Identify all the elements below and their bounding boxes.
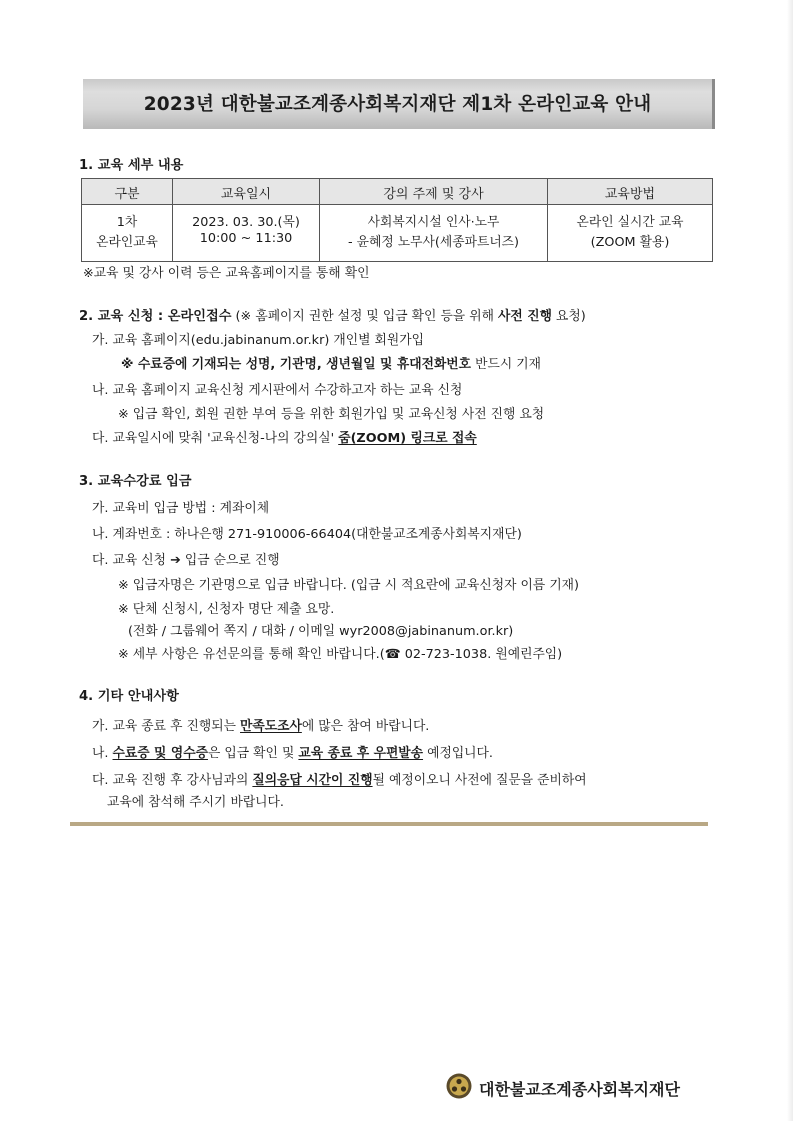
mailing-emphasis: 교육 종료 후 우편발송 — [298, 746, 424, 761]
section2-item-c-text: 다. 교육일시에 맞춰 '교육신청-나의 강의실' — [92, 431, 339, 446]
section3-heading: 3. 교육수강료 입금 — [79, 474, 192, 489]
section4-item-c — [92, 769, 587, 788]
survey-emphasis: 만족도조사 — [240, 719, 302, 734]
section3-note-2: ※ 단체 신청시, 신청자 명단 제출 요망. — [118, 602, 335, 617]
section4-item-a-text-1: 가. 교육 종료 후 진행되는 — [92, 719, 241, 734]
footer-org-name: 대한불교조계종사회복지재단 — [479, 1080, 680, 1099]
section4-item-c-text-1: 다. 교육 진행 후 강사님과의 — [92, 773, 253, 788]
title-banner — [83, 79, 715, 129]
header-cell-method: 교육방법 — [604, 187, 656, 202]
section3-item-a: 가. 교육비 입금 방법 : 계좌이체 — [92, 501, 270, 516]
section3-item-c-text-a: 다. 교육 신청 — [92, 553, 171, 568]
section3-note-3: (전화 / 그룹웨어 쪽지 / 대화 / 이메일 wyr2008@jabinanum.or.kr) — [128, 624, 514, 639]
section2-heading-note-c: 요청) — [551, 309, 586, 324]
course-details-table — [81, 178, 713, 262]
section2-heading-note-a: (※ 홈페이지 권한 설정 및 입금 확인 등을 위해 — [231, 309, 499, 324]
page-title: 2023년 대한불교조계종사회복지재단 제1차 온라인교육 안내 — [143, 94, 652, 115]
section4-item-a-text-3: 에 많은 참여 바랍니다. — [301, 719, 430, 734]
section4-item-b-text-3: 은 입금 확인 및 — [207, 746, 299, 761]
section4-item-b — [92, 742, 493, 761]
section2-heading — [79, 305, 586, 324]
cell-datetime: 2023. 03. 30.(목) 10:00 ~ 11:30 — [173, 204, 320, 261]
cell-method: 온라인 실시간 교육 (ZOOM 활용) — [576, 215, 684, 250]
table-header-row — [82, 179, 712, 205]
section2-item-a: 가. 교육 홈페이지(edu.jabinanum.or.kr) 개인별 회원가입 — [92, 333, 425, 348]
arrow-right-icon: ➔ — [170, 553, 181, 568]
section4-item-c-text-3: 될 예정이오니 사전에 질문을 준비하여 — [372, 773, 587, 788]
section4-item-a — [92, 715, 429, 734]
section2-item-a-note-rest: 반드시 기재 — [471, 357, 541, 372]
section4-heading: 4. 기타 안내사항 — [79, 689, 179, 704]
section1-note: ※교육 및 강사 이력 등은 교육홈페이지를 통해 확인 — [83, 266, 370, 281]
certificate-emphasis: 수료증 및 영수증 — [112, 746, 208, 761]
section3-item-b: 나. 계좌번호 : 하나은행 271-910006-66404(대한불교조계종사회복지재단) — [92, 527, 522, 542]
section3-item-c — [92, 549, 280, 568]
section2-item-c-zoom-link: 줌(ZOOM) 링크로 접속 — [338, 431, 477, 446]
section2-item-a-note — [121, 353, 541, 372]
section2-item-c — [92, 427, 477, 446]
section1-heading: 1. 교육 세부 내용 — [79, 158, 184, 173]
cell-topic: 사회복지시설 인사·노무 - 윤혜정 노무사(세종파트너즈) — [320, 204, 548, 261]
section2-heading-title: 2. 교육 신청 : 온라인접수 — [79, 309, 232, 324]
section2-item-b: 나. 교육 홈페이지 교육신청 게시판에서 수강하고자 하는 교육 신청 — [92, 383, 463, 398]
qa-emphasis: 질의응답 시간이 진행 — [252, 773, 373, 788]
section4-item-c-line2: 교육에 참석해 주시기 바랍니다. — [107, 795, 284, 810]
section4-item-b-text-5: 예정입니다. — [423, 746, 493, 761]
section2-item-a-note-bold: ※ 수료증에 기재되는 성명, 기관명, 생년월일 및 휴대전화번호 — [121, 357, 472, 372]
footer-divider — [70, 822, 708, 826]
section2-item-b-note: ※ 입금 확인, 회원 권한 부여 등을 위한 회원가입 및 교육신청 사전 진행 요청 — [118, 407, 545, 422]
table-row — [82, 204, 712, 261]
page-edge-shadow — [787, 0, 793, 1121]
section4-item-b-text-1: 나. — [92, 746, 113, 761]
header-cell-category: 구분 — [82, 179, 173, 204]
section2-heading-note-bold: 사전 진행 — [498, 309, 552, 324]
cell-category: 1차 온라인교육 — [82, 204, 173, 261]
foundation-logo-icon — [446, 1073, 472, 1099]
header-cell-topic: 강의 주제 및 강사 — [320, 179, 548, 204]
section3-item-c-text-b: 입금 순으로 진행 — [180, 553, 280, 568]
header-cell-datetime: 교육일시 — [173, 179, 320, 204]
section3-note-4: ※ 세부 사항은 유선문의를 통해 확인 바랍니다.(☎ 02-723-1038. 원예린주임) — [118, 647, 563, 662]
section3-note-1: ※ 입금자명은 기관명으로 입금 바랍니다. (입금 시 적요란에 교육신청자 이름 기재) — [118, 578, 580, 593]
